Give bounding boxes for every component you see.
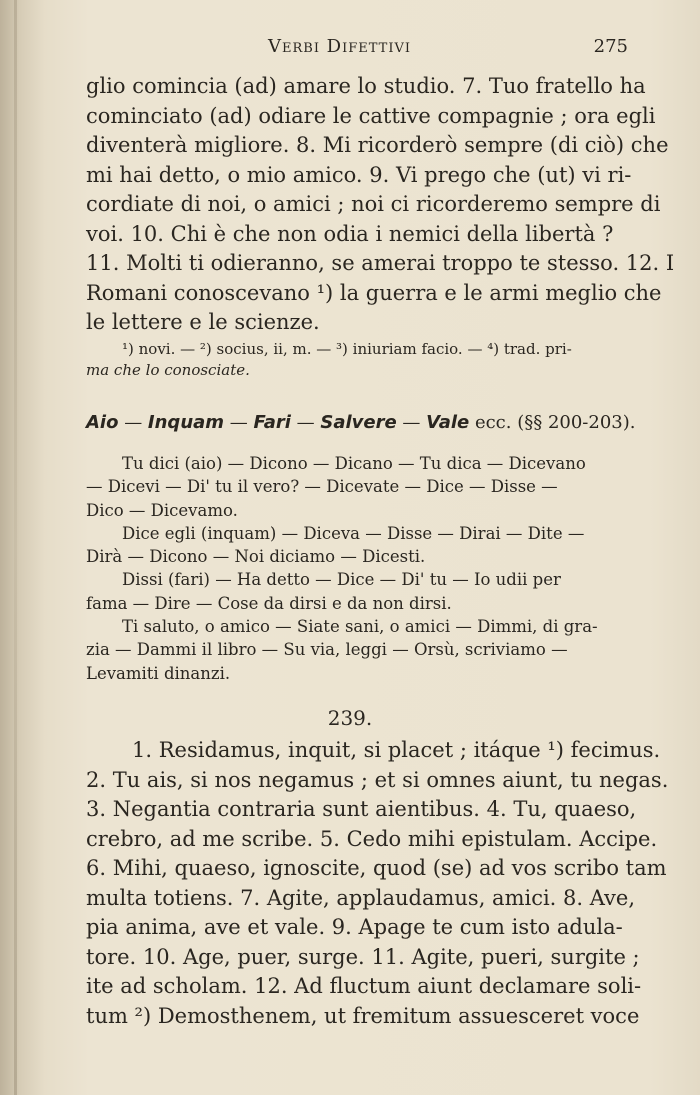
latin-line: ite ad scholam. 12. Ad fluctum aiunt declamare soli- bbox=[86, 974, 642, 998]
heading-word: Salvere bbox=[320, 412, 397, 433]
text-line: mi hai detto, o mio amico. 9. Vi prego che (ut) vi ri- bbox=[86, 162, 632, 187]
heading-separator: — bbox=[224, 412, 254, 433]
exercise-italian bbox=[86, 452, 634, 685]
exercise-line: Dice egli (inquam) — Diceva — Disse — Dirai — Dite — bbox=[122, 523, 585, 543]
latin-line: 1. Residamus, inquit, si placet ; itáque ¹) fecimus. bbox=[132, 738, 661, 762]
heading-word: Inquam bbox=[147, 412, 225, 433]
heading-word: Vale bbox=[426, 412, 470, 433]
text-line: cordiate di noi, o amici ; noi ci ricorderemo sempre di bbox=[86, 192, 661, 216]
exercise-line: — Dicevi — Di' tu il vero? — Dicevate — Dice — Disse — bbox=[86, 477, 558, 497]
text-line: Romani conoscevano ¹) la guerra e le armi meglio che bbox=[86, 280, 662, 305]
text-line: le lettere e le scienze. bbox=[86, 310, 320, 334]
page-gutter bbox=[14, 0, 17, 1095]
exercise-line: Tu dici (aio) — Dicono — Dicano — Tu dica — Dicevano bbox=[122, 454, 586, 473]
heading-separator: — bbox=[396, 412, 427, 433]
heading-word: Fari bbox=[253, 412, 291, 433]
heading-suffix: ecc. (§§ 200-203). bbox=[469, 412, 636, 433]
heading-separator: — bbox=[118, 412, 148, 433]
exercise-line: zia — Dammi il libro — Su via, leggi — Orsù, scriviamo — bbox=[86, 640, 568, 660]
exercise-line: Ti saluto, o amico — Siate sani, o amici — Dimmi, di gra- bbox=[122, 617, 598, 637]
text-line: glio comincia (ad) amare lo studio. 7. Tuo fratello ha bbox=[86, 74, 646, 98]
heading-word: Aio bbox=[86, 412, 119, 433]
footnotes bbox=[86, 339, 631, 381]
running-head: Verbi Difettivi bbox=[268, 36, 412, 57]
footnote-line: ma che lo conosciate. bbox=[86, 361, 250, 379]
text-line: voi. 10. Chi è che non odia i nemici della libertà ? bbox=[86, 221, 614, 246]
text-line: diventerà migliore. 8. Mi ricorderò sempre (di ciò) che bbox=[86, 133, 669, 157]
latin-line: 2. Tu ais, si nos negamus ; et si omnes aiunt, tu negas. bbox=[86, 767, 669, 792]
text-line: cominciato (ad) odiare le cattive compagnie ; ora egli bbox=[86, 103, 656, 128]
latin-line: 3. Negantia contraria sunt aientibus. 4. Tu, quaeso, bbox=[86, 797, 637, 821]
exercise-line: Levamiti dinanzi. bbox=[86, 663, 231, 683]
exercise-line: fama — Dire — Cose da dirsi e da non dirsi. bbox=[86, 593, 452, 613]
page-number: 275 bbox=[593, 36, 628, 57]
latin-line: tore. 10. Age, puer, surge. 11. Agite, pueri, surgite ; bbox=[86, 944, 640, 969]
heading-separator: — bbox=[290, 412, 321, 433]
section-number: 239. bbox=[327, 706, 373, 730]
exercise-line: Dirà — Dicono — Noi diciamo — Dicesti. bbox=[86, 547, 426, 567]
latin-line: pia anima, ave et vale. 9. Apage te cum isto adula- bbox=[86, 915, 623, 939]
exercise-line: Dissi (fari) — Ha detto — Dice — Di' tu — Io udii per bbox=[122, 570, 561, 590]
latin-line: tum ²) Demosthenem, ut fremitum assuesceret voce bbox=[86, 1003, 640, 1028]
text-line: 11. Molti ti odieranno, se amerai troppo te stesso. 12. I bbox=[86, 251, 675, 275]
main-text bbox=[86, 72, 675, 338]
footnote-line: ¹) novi. — ²) socius, ii, m. — ³) iniuriam facio. — ⁴) trad. pri- bbox=[122, 340, 572, 358]
latin-line: 6. Mihi, quaeso, ignoscite, quod (se) ad vos scribo tam bbox=[86, 856, 667, 880]
latin-line: crebro, ad me scribe. 5. Cedo mihi epistulam. Accipe. bbox=[86, 826, 658, 851]
latin-line: multa totiens. 7. Agite, applaudamus, amici. 8. Ave, bbox=[86, 885, 636, 910]
section-heading bbox=[86, 412, 635, 433]
latin-exercise bbox=[86, 736, 669, 1031]
exercise-line: Dico — Dicevamo. bbox=[86, 500, 238, 520]
